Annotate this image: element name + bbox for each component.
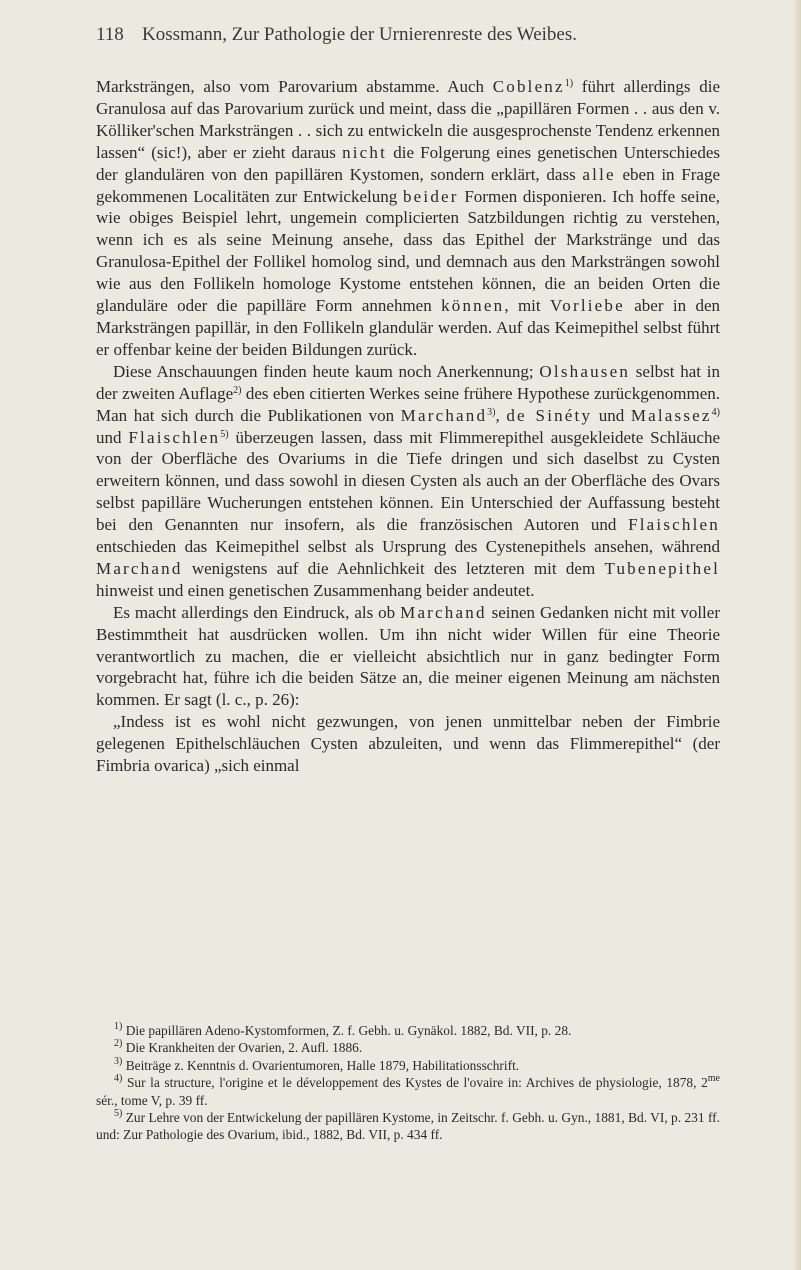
- running-header: [96, 24, 721, 46]
- author-name: Marchand: [96, 558, 183, 578]
- emphasis: nicht: [342, 142, 388, 162]
- author-name: Flaischlen: [128, 427, 221, 447]
- text-run: eben in Frage gekommenen Localitäten zur Entwickelung: [96, 164, 720, 206]
- footnote-mark: 1): [114, 1021, 123, 1032]
- paragraph-3: [96, 602, 720, 712]
- author-name: Malassez: [630, 405, 712, 425]
- text-run: Marksträngen, also vom Parovarium abstamme. Auch: [96, 77, 493, 96]
- footnote-mark: 4): [114, 1073, 123, 1085]
- text-run: hinweist und einen genetischen Zusammenhang beider andeutet.: [96, 580, 535, 600]
- footnote-text: Die Krankheiten der Ovarien, 2. Aufl. 1886.: [125, 1040, 363, 1056]
- footnote-ref: 3): [487, 406, 496, 418]
- author-name: Marchand: [400, 405, 488, 425]
- superscript: me: [707, 1073, 720, 1085]
- text-run: und: [592, 405, 631, 425]
- author-name: de Sinéty: [506, 405, 593, 425]
- footnote-ref: 4): [711, 406, 721, 418]
- paragraph-2: [96, 361, 720, 602]
- text-run: aber in den Marksträngen papillär, in den Follikeln glandulär werden. Auf das Keimepithel selbst führt er offenbar keine der beiden Bildungen zurück.: [96, 296, 720, 359]
- footnote-3: [96, 1057, 720, 1074]
- footnote-mark: 5): [114, 1108, 123, 1120]
- author-name: Olshausen: [539, 361, 631, 381]
- text-run: selbst hat in der zweiten Auflage: [96, 361, 721, 403]
- page-number: 118: [96, 24, 124, 45]
- footnote-text: Beiträge z. Kenntnis d. Ovarientumoren, Halle 1879, Habilitationsschrift.: [125, 1057, 520, 1073]
- footnote-mark: 2): [114, 1038, 123, 1050]
- text-run: die Folgerung eines genetischen Unterschiedes der glandulären von den papillären Kystomen, sondern erklärt, dass: [96, 142, 721, 184]
- footnotes: [96, 1022, 720, 1144]
- footnote-4: [96, 1074, 720, 1109]
- running-title: Kossmann, Zur Pathologie der Urnierenreste des Weibes.: [142, 24, 578, 45]
- emphasis: Vorliebe: [549, 296, 625, 316]
- main-text: [96, 76, 720, 777]
- text-run: überzeugen lassen, dass mit Flimmerepithel ausgekleidete Schläuche von der Oberfläche des Ovariums in die Tiefe dringen und sich daselbst zu Cysten erweitern können, und dass sowohl in diesen Cysten als auch an der Oberfläche des Ovars selbst papilläre Wucherungen entstehen können. Ein Unterschied der Auffassung besteht bei den Genannten nur insofern, als die französischen Autoren und: [96, 427, 720, 535]
- footnote-ref: 2): [233, 384, 242, 396]
- text-run: des eben citierten Werkes seine frühere Hypothese zurückgenommen. Man hat sich durch die Publikationen von: [96, 383, 720, 425]
- footnote-text: sér., tome V, p. 39 ff.: [96, 1092, 208, 1108]
- footnote-ref: 5): [220, 428, 229, 440]
- text-run: Formen disponieren. Ich hoffe seine, wie obiges Beispiel lehrt, ungemein complicierten Satzbildungen richtig zu verstehen, wenn ich es als seine Meinung ansehe, dass das Epithel der Markstränge und das Granulosa-Epithel der Follikel homolog sind, und demnach aus den Marksträngen sowohl wie aus den Follikeln homologe Kystome entstehen können, die an beiden Orten die glanduläre oder die papilläre Form annehmen: [96, 186, 720, 316]
- text-run: und: [96, 427, 129, 447]
- text-run: entschieden das Keimepithel selbst als Ursprung des Cystenepithels ansehen, während: [96, 537, 720, 557]
- quotation: „Indess ist es wohl nicht gezwungen, von jenen unmittelbar neben der Fimbrie gelegenen Epithelschläuchen Cysten abzuleiten, und wenn das Flimmerepithel“ (der Fimbria ovarica) „sich einmal: [96, 712, 720, 776]
- emphasis: Tubenepithel: [604, 558, 720, 578]
- footnote-ref: 1): [564, 78, 574, 89]
- page-edge-shadow: [792, 0, 801, 1270]
- footnote-1: [96, 1022, 720, 1039]
- footnote-text: Zur Lehre von der Entwickelung der papillären Kystome, in Zeitschr. f. Gebh. u. Gyn., 1881, Bd. VI, p. 231 ff. und: Zur Pathologie des Ovarium, ibid., 1882, Bd. VII, p. 434 ff.: [96, 1110, 720, 1143]
- emphasis: beider: [402, 186, 459, 206]
- footnote-mark: 3): [114, 1055, 123, 1067]
- author-name: Coblenz: [492, 77, 565, 96]
- author-name: Marchand: [400, 602, 487, 622]
- text-run: seinen Gedanken nicht mit voller Bestimmtheit hat ausdrücken wollen. Um ihn nicht wider Willen für eine Theorie verantwortlich zu machen, die er vielleicht absichtlich nur in ganz bedingter Form vorgebracht hat, führe ich die beiden Sätze an, die meiner eigenen Meinung am nächsten kommen. Er sagt (l. c., p. 26):: [96, 602, 720, 710]
- footnote-5: [96, 1109, 720, 1144]
- text-run: Es macht allerdings den Eindruck, als ob: [113, 602, 401, 622]
- emphasis: alle: [582, 164, 616, 184]
- text-run: ,: [495, 405, 507, 425]
- text-run: wenigstens auf die Aehnlichkeit des letzteren mit dem: [182, 558, 605, 578]
- author-name: Flaischlen: [628, 515, 720, 535]
- emphasis: können: [441, 296, 505, 316]
- footnote-2: [96, 1039, 720, 1056]
- text-run: , mit: [504, 296, 550, 316]
- footnote-text: Die papillären Adeno-Kystomformen, Z. f. Gebh. u. Gynäkol. 1882, Bd. VII, p. 28.: [125, 1023, 572, 1038]
- text-run: Diese Anschauungen finden heute kaum noch Anerkennung;: [113, 361, 540, 381]
- text-run: führt allerdings die Granulosa auf das Parovarium zurück und meint, dass die „papillären Formen . . aus den v. Kölliker'schen Marksträngen . . sich zu entwickeln die ausgesprochenste Tendenz erkennen lassen“ (sic!), aber er zieht daraus: [96, 77, 720, 162]
- footnote-text: Sur la structure, l'origine et le développement des Kystes de l'ovaire in: Archives de physiologie, 1878, 2: [126, 1075, 708, 1091]
- paragraph-1: [96, 76, 720, 361]
